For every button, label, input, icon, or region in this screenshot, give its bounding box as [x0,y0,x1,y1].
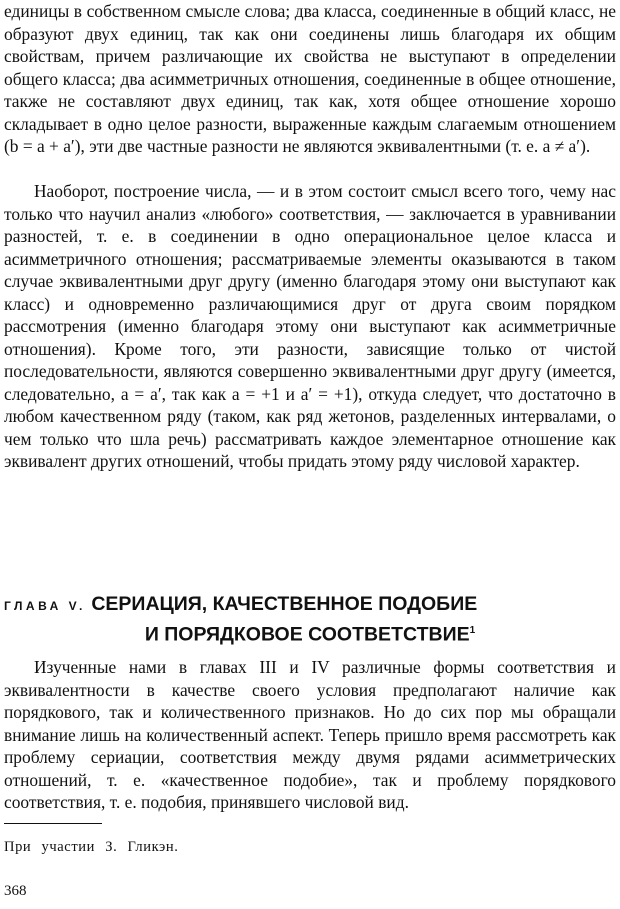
chapter-heading-line2 [4,617,616,649]
chapter-title-line2: И ПОРЯДКОВОЕ СООТВЕТСТВИЕ [144,623,470,646]
footnote-divider [4,823,102,824]
paragraph: единицы в собственном смысле слова; два класса, соединенные в общий класс, не образуют двух единиц, так как они соединены лишь благодаря их общим свойствам, причем различающие их свойства не выступают в определении общего класса; два асимметричных отношения, соединенные в общее отношение, также не составляют двух единиц, так как, хотя общее отношение хорошо складывает в одно целое разности, выраженные каждым слагаемым отношением (b = a + a′), эти две частные разности не являются эквивалентными (т. е. a ≠ a′). [4,1,616,156]
chapter-heading [4,590,616,620]
page-number: 368 [4,883,27,899]
footnote-mark: 1 [469,625,476,636]
paragraph: Наоборот, построение числа, — и в этом состоит смысл всего того, чему нас только что научил анализ «любого» соответствия, — заключается в уравнивании разностей, т. е. в соединении в одно операциональное целое класса и асимметричного отношения; рассматриваемые элементы оказываются в таком случае эквивалентными друг другу (именно благодаря этому они выступают как класс) и одновременно различающимися друг от друга своим порядком рассмотрения (именно благодаря этому они выступают как асимметричные отношения). Кроме того, эти разности, зависящие только от чистой последовательности, являются совершенно эквивалентными друг другу (имеется, следовательно, a = a′, так как a = +1 и a′ = +1), откуда следует, что достаточно в любом качественном ряду (таком, как ряд жетонов, разделенных интервалами, о чем только что шла речь) рассматривать каждое элементарное отношение как эквивалент других отношений, чтобы придать этому ряду числовой характер. [4,181,616,471]
footnote: При участии З. Гликэн. [4,839,179,855]
chapter-title-line1: СЕРИАЦИЯ, КАЧЕСТВЕННОЕ ПОДОБИЕ [91,593,478,615]
chapter-label: ГЛАВА V. [4,599,86,613]
paragraph: Изученные нами в главах III и IV различные формы соответствия и эквивалентности в качестве своего условия предполагают наличие как порядкового, так и количественного признаков. Но до сих пор мы обращали внимание лишь на количественный аспект. Теперь пришло время рассмотреть как проблему сериации, соответствия между двумя рядами асимметрических отношений, т. е. «качественное подобие», так и проблему порядкового соответствия, т. е. подобия, принявшего числовой вид. [4,657,616,812]
